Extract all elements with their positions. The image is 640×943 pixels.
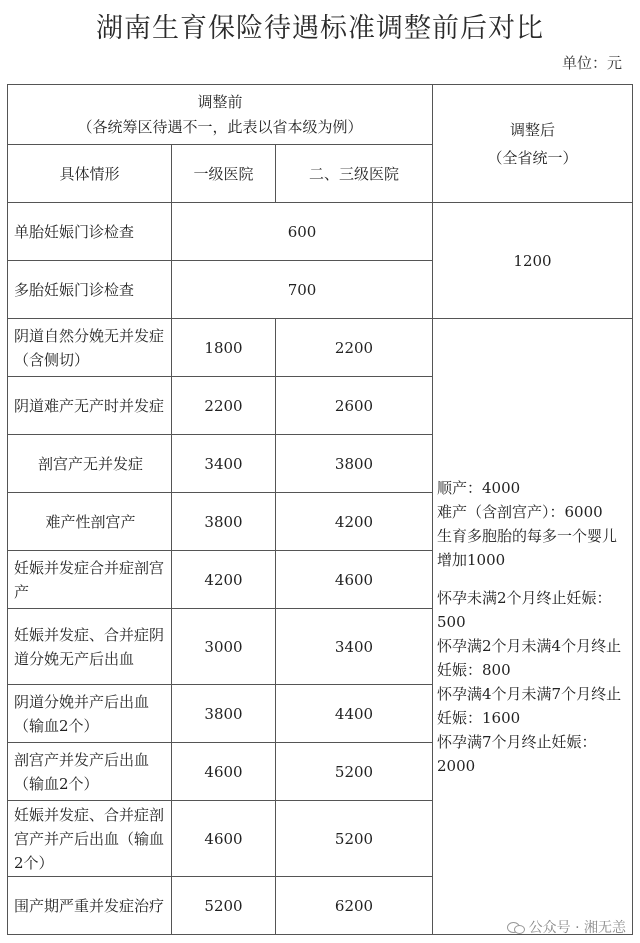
unit-label: 单位：元 (561, 54, 622, 72)
row-label: 围产期严重并发症治疗 (8, 877, 172, 935)
header-after (433, 85, 633, 203)
row-value: 700 (172, 261, 433, 319)
level1-value: 3800 (172, 493, 276, 551)
level23-value: 4600 (276, 551, 433, 609)
header-before-note: （各统筹区待遇不一，此表以省本级为例） (77, 117, 363, 136)
level1-value: 4600 (172, 801, 276, 877)
level23-value: 2600 (276, 377, 433, 435)
row-label: 妊娠并发症合并症剖宫产 (8, 551, 172, 609)
row-label: 剖宫产无并发症 (8, 435, 172, 493)
level1-value: 4600 (172, 743, 276, 801)
row-label: 阴道难产无产时并发症 (8, 377, 172, 435)
header-before (8, 85, 433, 145)
note-line: 怀孕满2个月未满4个月终止妊娠：800 (437, 636, 622, 679)
row-label: 妊娠并发症、合并症剖宫产并产后出血（输血2个） (8, 801, 172, 877)
level23-value: 3400 (276, 609, 433, 685)
level1-value: 3400 (172, 435, 276, 493)
level23-value: 4400 (276, 685, 433, 743)
row-value: 600 (172, 203, 433, 261)
watermark (507, 917, 626, 937)
level23-value: 5200 (276, 743, 433, 801)
page-title: 湖南生育保险待遇标准调整前后对比 (96, 13, 544, 44)
level23-value: 3800 (276, 435, 433, 493)
row-label: 多胎妊娠门诊检查 (8, 261, 172, 319)
header-after-note: （全省统一） (487, 148, 578, 167)
level1-value: 3800 (172, 685, 276, 743)
level23-value: 2200 (276, 319, 433, 377)
note-line: 生育多胞胎的每多一个婴儿增加1000 (437, 526, 618, 569)
header-after-title: 调整后 (510, 120, 556, 139)
level1-value: 5200 (172, 877, 276, 935)
after-outpatient-value: 1200 (433, 203, 633, 319)
level23-value: 6200 (276, 877, 433, 935)
comparison-table (7, 84, 633, 935)
level23-value: 5200 (276, 801, 433, 877)
col-header-level1: 一级医院 (172, 145, 276, 203)
row-label: 难产性剖宫产 (8, 493, 172, 551)
after-delivery-notes (433, 319, 633, 935)
note-line: 怀孕满7个月终止妊娠：2000 (437, 732, 597, 775)
row-label: 妊娠并发症、合并症阴道分娩无产后出血 (8, 609, 172, 685)
row-label: 单胎妊娠门诊检查 (8, 203, 172, 261)
note-line: 难产（含剖宫产）：6000 (437, 502, 603, 521)
col-header-level23: 二、三级医院 (276, 145, 433, 203)
level1-value: 2200 (172, 377, 276, 435)
level23-value: 4200 (276, 493, 433, 551)
row-label: 剖宫产并发产后出血（输血2个） (8, 743, 172, 801)
col-header-case: 具体情形 (8, 145, 172, 203)
note-line: 顺产：4000 (437, 478, 521, 497)
row-label: 阴道分娩并产后出血（输血2个） (8, 685, 172, 743)
level1-value: 3000 (172, 609, 276, 685)
level1-value: 4200 (172, 551, 276, 609)
watermark-text: 公众号 · 湘无恙 (528, 920, 626, 936)
note-line: 怀孕未满2个月终止妊娠：500 (437, 588, 612, 631)
header-before-title: 调整前 (197, 92, 243, 111)
note-line: 怀孕满4个月未满7个月终止妊娠：1600 (437, 684, 622, 727)
row-label: 阴道自然分娩无并发症（含侧切） (8, 319, 172, 377)
wechat-icon (507, 920, 525, 934)
level1-value: 1800 (172, 319, 276, 377)
